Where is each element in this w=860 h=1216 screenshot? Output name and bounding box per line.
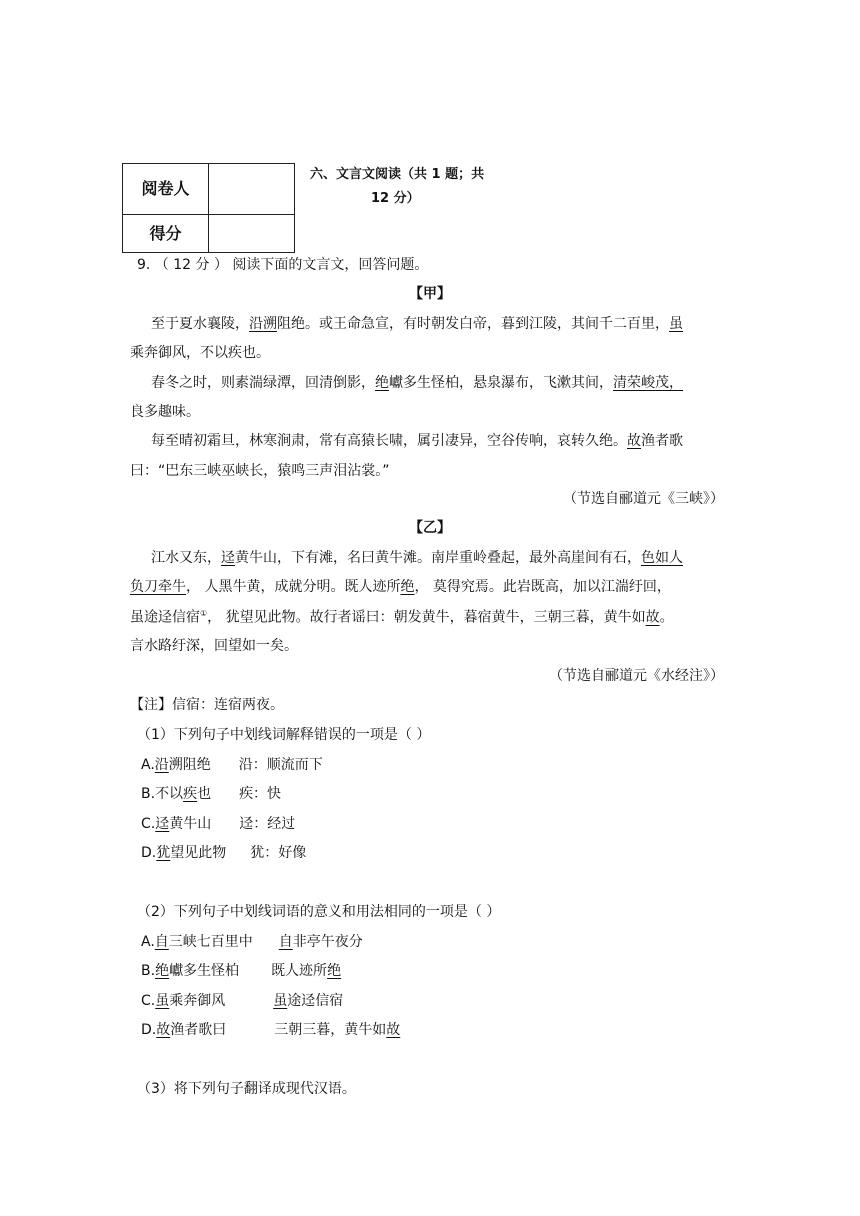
passage-a-p1-line2: 乘奔御风，不以疾也。 [130,345,270,361]
underlined-word: 色如人 [641,550,683,566]
passage-b-line3: 虽途迳信宿①， 犹望见此物。故行者谣曰：朝发黄牛，暮宿黄牛，三朝三暮，黄牛如故。 [130,609,674,626]
reviewer-value[interactable] [209,164,295,215]
passage-a-p3-line2: 曰：“巴东三峡巫峡长，猿鸣三声泪沾裳。” [130,463,390,479]
passage-a-heading: 【甲】 [409,286,451,302]
passage-b-heading: 【乙】 [409,520,451,536]
section-title-line1: 六、文言文阅读（共 1 题；共 [310,167,485,182]
passage-a-p2-line1: 春冬之时，则素湍绿潭，回清倒影，绝巘多生怪柏，悬泉瀑布，飞漱其间，清荣峻茂， [151,375,683,391]
q3-stem: （3）将下列句子翻译成现代汉语。 [137,1081,356,1097]
passage-a-source: （节选自郦道元《三峡》） [563,491,724,507]
underlined-word: 绝 [375,375,389,391]
passage-a-p3-line1: 每至晴初霜旦，林寒涧肃，常有高猿长啸，属引凄异，空谷传响，哀转久绝。故渔者歌 [151,433,683,449]
passage-a-p2-line2: 良多趣味。 [130,404,200,420]
passage-b-line2: 负刀牵牛， 人黑牛黄，成就分明。既人迹所绝， 莫得究焉。此岩既高，加以江湍纡回， [130,579,671,595]
passage-b-source: （节选自郦道元《水经注》） [549,668,724,684]
underlined-word: 绝 [400,579,415,595]
q1-option-c[interactable]: C.迳黄牛山 迳：经过 [141,816,296,832]
underlined-word: 沿溯 [249,316,277,332]
q2-option-a[interactable]: A.自三峡七百里中 自非亭午夜分 [141,934,363,950]
q2-stem: （2）下列句子中划线词语的意义和用法相同的一项是（ ） [137,904,501,920]
q1-stem: （1）下列句子中划线词解释错误的一项是（ ） [137,727,431,743]
underlined-word: 故 [627,433,641,449]
underlined-word: 负刀牵牛 [130,579,186,595]
passage-b-line1: 江水又东，迳黄牛山，下有滩，名曰黄牛滩。南岸重岭叠起，最外高崖间有石，色如人 [151,550,683,566]
underlined-word: 清荣峻茂， [613,375,683,391]
footnote: 【注】信宿：连宿两夜。 [130,697,284,713]
footnote-marker: ① [200,609,208,618]
score-label: 得分 [123,215,209,253]
q2-option-b[interactable]: B.绝巘多生怪柏 既人迹所绝 [141,963,342,979]
q2-option-d[interactable]: D.故渔者歌曰 三朝三暮，黄牛如故 [141,1022,401,1038]
q1-option-a[interactable]: A.沿溯阻绝 沿：顺流而下 [141,757,323,773]
q1-option-d[interactable]: D.犹望见此物 犹：好像 [141,845,307,861]
question-stem: 9. （ 12 分 ） 阅读下面的文言文，回答问题。 [137,257,429,273]
underlined-word: 迳 [221,550,235,566]
passage-a-p1-line1: 至于夏水襄陵，沿溯阻绝。或王命急宣，有时朝发白帝，暮到江陵，其间千二百里，虽 [151,316,683,332]
reviewer-label: 阅卷人 [123,164,209,215]
passage-b-line4: 言水路纡深，回望如一矣。 [130,638,298,654]
score-table [122,163,295,253]
score-value[interactable] [209,215,295,253]
section-title-line2: 12 分） [371,191,420,206]
q1-option-b[interactable]: B.不以疾也 疾：快 [141,786,282,802]
underlined-word: 故 [645,609,660,626]
underlined-word: 虽 [669,316,683,332]
q2-option-c[interactable]: C.虽乘奔御风 虽途迳信宿 [141,993,344,1009]
